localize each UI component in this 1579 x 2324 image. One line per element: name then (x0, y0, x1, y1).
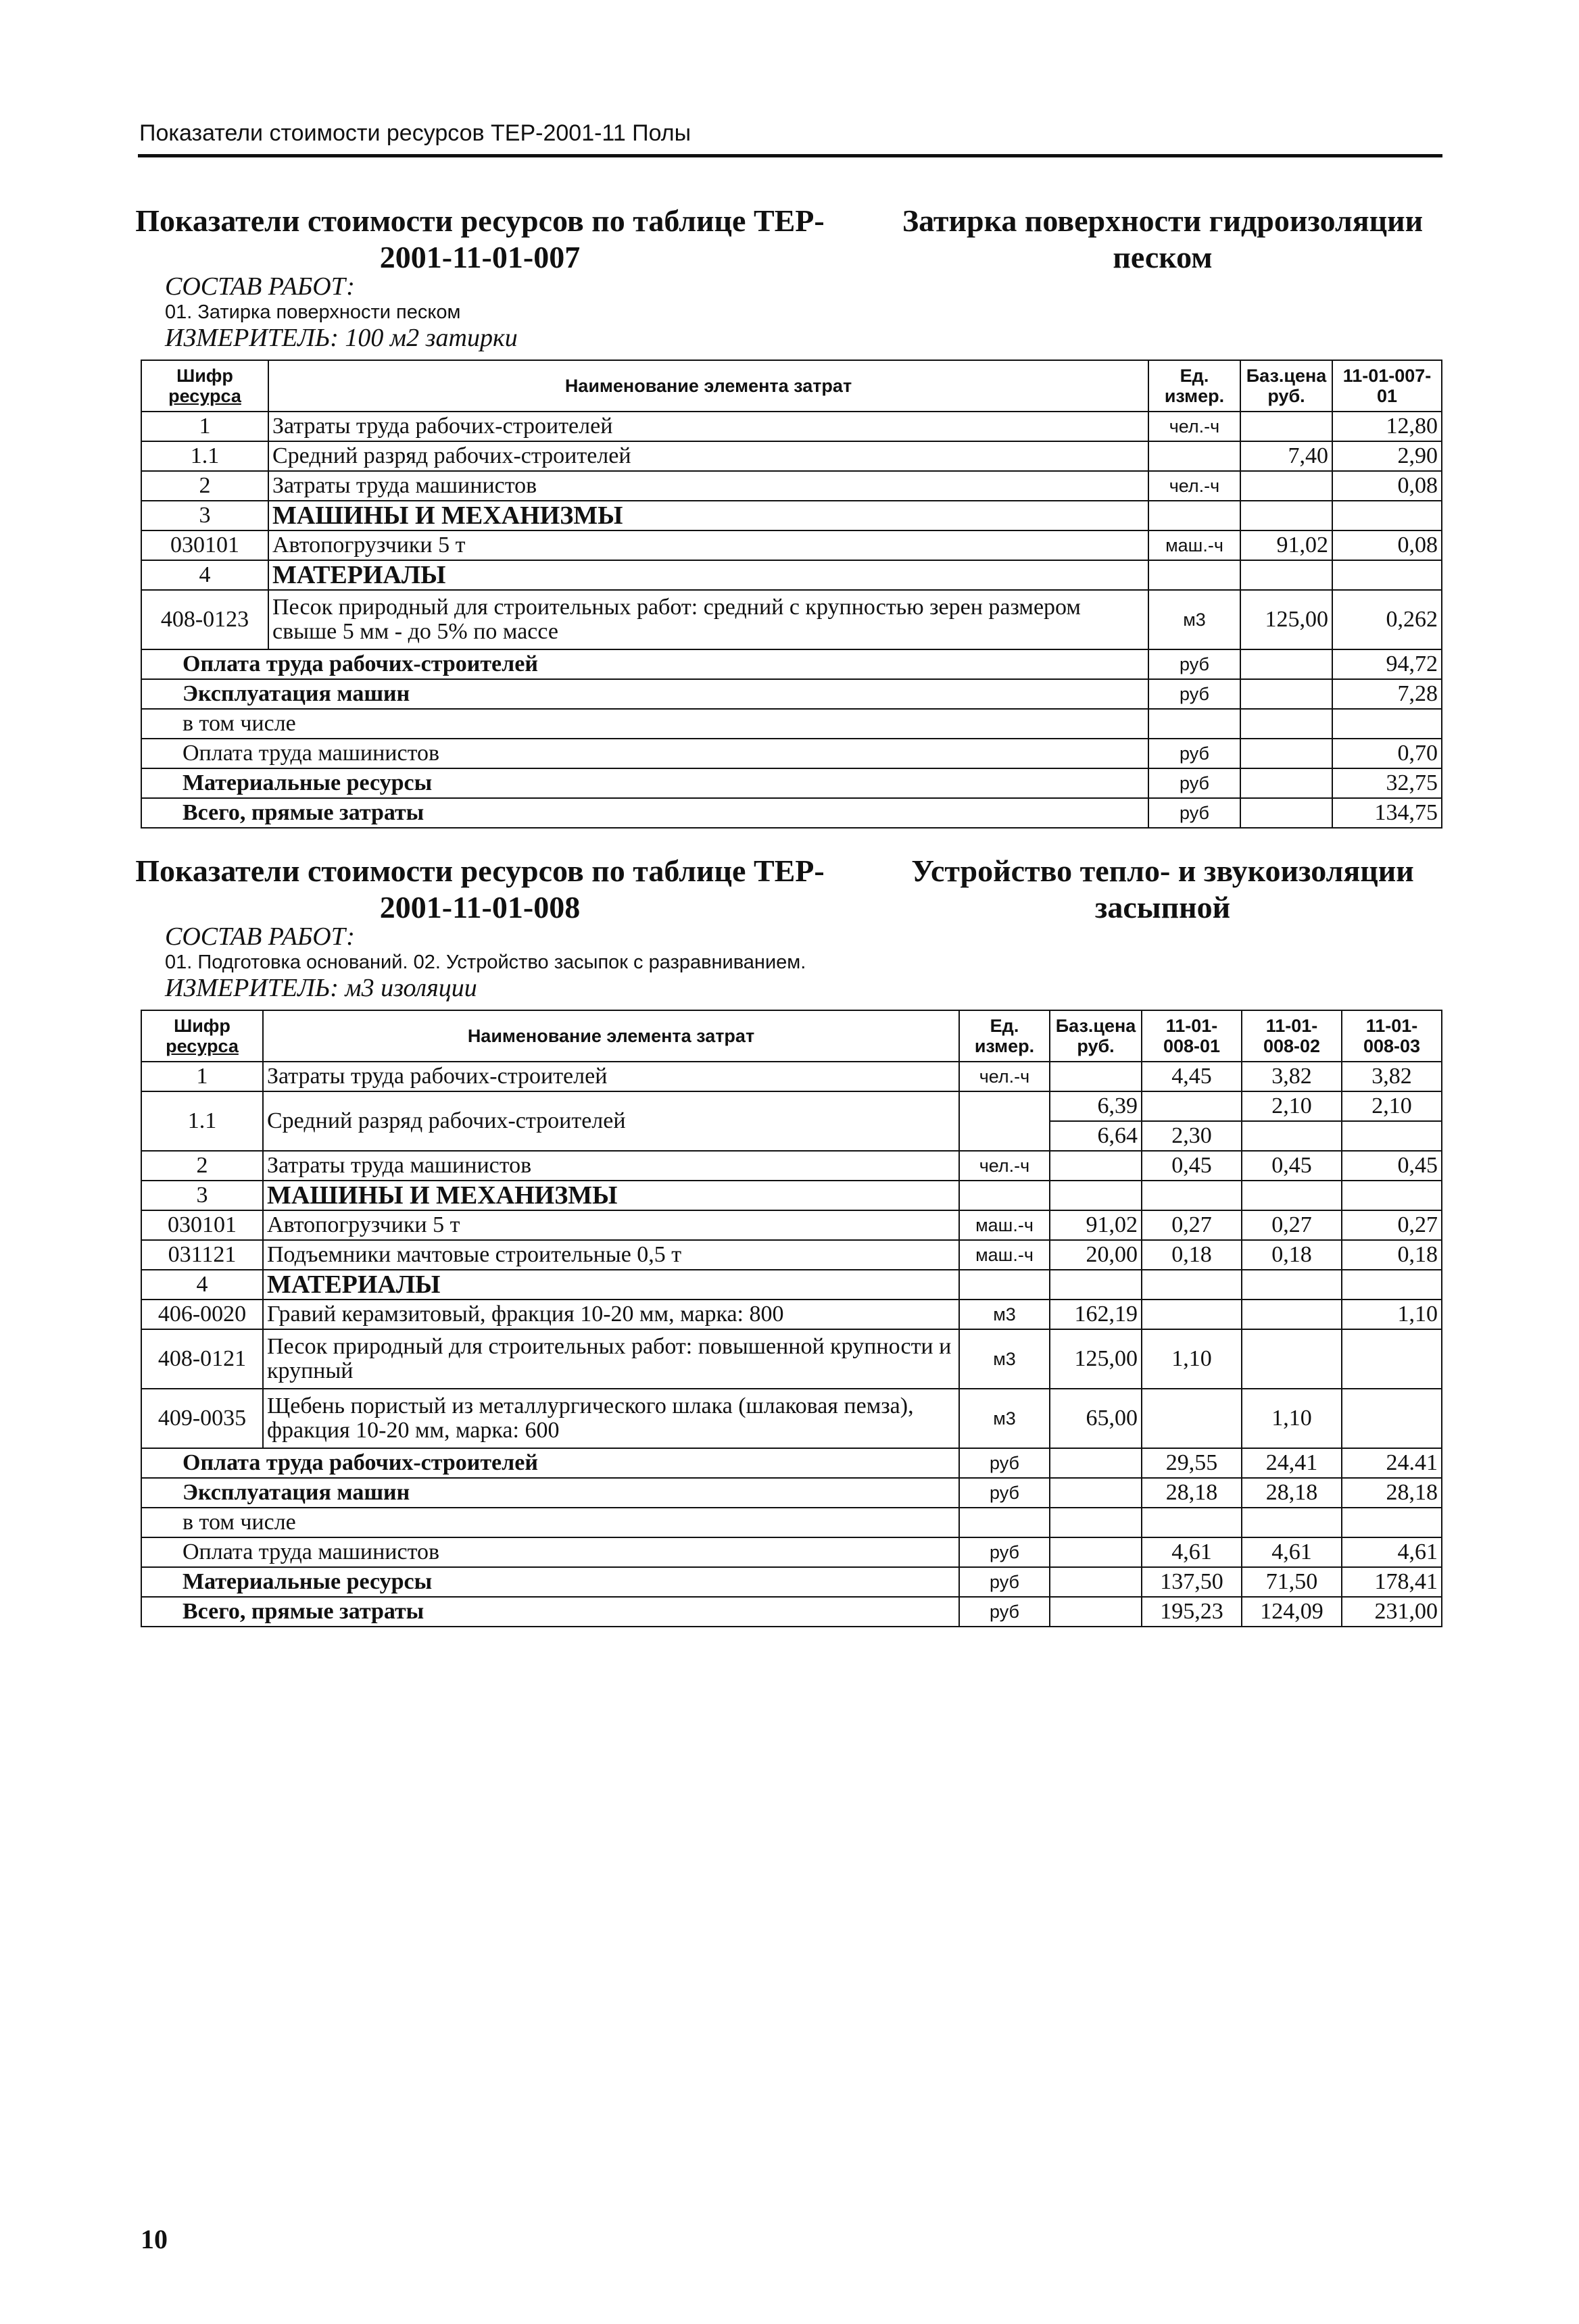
table-header-row (141, 1010, 1442, 1062)
unit-header: Ед. измер. (1148, 360, 1240, 412)
table-row: 408-0121 Песок природный для строительных работ: повышенной крупности и крупный м3 125,00 1,10 (141, 1329, 1442, 1389)
section1-title-left-line1: Показатели стоимости ресурсов по таблице ТЕР- (135, 203, 825, 238)
header-rule (138, 154, 1442, 157)
table-row: 030101 Автопогрузчики 5 т маш.-ч 91,02 0,08 (141, 530, 1442, 560)
total-row: Материальные ресурсы руб 32,75 (141, 768, 1442, 798)
table-row: 408-0123 Песок природный для строительных работ: средний с крупностью зерен размером свыше 5 мм - до 5% по массе м3 125,00 0,262 (141, 590, 1442, 649)
table-row: 1 Затраты труда рабочих-строителей чел.-ч 12,80 (141, 412, 1442, 441)
table-row: 1.1 Средний разряд рабочих-строителей 6,39 2,10 2,10 (141, 1091, 1442, 1121)
table-row: 3 МАШИНЫ И МЕХАНИЗМЫ (141, 501, 1442, 530)
section2-title-left-line2: 2001-11-01-008 (379, 890, 581, 924)
table-row: 031121 Подъемники мачтовые строительные 0,5 т маш.-ч 20,00 0,18 0,18 0,18 (141, 1240, 1442, 1270)
total-row: Оплата труда машинистов руб 4,61 4,61 4,61 (141, 1537, 1442, 1567)
table-header-row (141, 360, 1442, 412)
value-header-1: 11-01- 008-01 (1142, 1010, 1242, 1062)
table-row: 3 МАШИНЫ И МЕХАНИЗМЫ (141, 1181, 1442, 1210)
section1-title-right-line2: песком (1113, 240, 1213, 274)
running-header: Показатели стоимости ресурсов ТЕР-2001-11 Полы (139, 120, 691, 146)
value-header-2: 11-01- 008-02 (1242, 1010, 1342, 1062)
section1-measure-label: ИЗМЕРИТЕЛЬ: 100 м2 затирки (165, 324, 518, 352)
section1-table (141, 360, 1442, 829)
section1-composition-text: 01. Затирка поверхности песком (165, 301, 461, 323)
table-row: 1.1 Средний разряд рабочих-строителей 7,40 2,90 (141, 441, 1442, 471)
code-header: Шифр ресурса (141, 360, 268, 412)
section2-title-left-line1: Показатели стоимости ресурсов по таблице ТЕР- (135, 854, 825, 888)
value-header: 11-01-007- 01 (1332, 360, 1442, 412)
price-header: Баз.цена руб. (1240, 360, 1332, 412)
price-header: Баз.цена руб. (1050, 1010, 1142, 1062)
name-header: Наименование элемента затрат (268, 360, 1148, 412)
name-header: Наименование элемента затрат (263, 1010, 959, 1062)
code-header: Шифр ресурса (141, 1010, 263, 1062)
total-row: Оплата труда рабочих-строителей руб 29,55 24,41 24.41 (141, 1448, 1442, 1478)
section1-title-right (858, 203, 1467, 276)
table-row: 1 Затраты труда рабочих-строителей чел.-ч 4,45 3,82 3,82 (141, 1062, 1442, 1091)
table-row: 2 Затраты труда машинистов чел.-ч 0,08 (141, 471, 1442, 501)
section2-composition-label: СОСТАВ РАБОТ: (165, 922, 355, 951)
section1-title-left-line2: 2001-11-01-007 (379, 240, 581, 274)
total-row: Оплата труда рабочих-строителей руб 94,72 (141, 649, 1442, 679)
table-row: 6,64 2,30 (141, 1121, 1442, 1151)
section2-title-right-line1: Устройство тепло- и звукоизоляции (911, 854, 1414, 888)
total-row: Всего, прямые затраты руб 134,75 (141, 798, 1442, 828)
section2-composition-text: 01. Подготовка оснований. 02. Устройство засыпок с разравниванием. (165, 951, 806, 973)
total-row: Всего, прямые затраты руб 195,23 124,09 231,00 (141, 1597, 1442, 1627)
table-row: 4 МАТЕРИАЛЫ (141, 1270, 1442, 1300)
section1-title-right-line1: Затирка поверхности гидроизоляции (902, 203, 1424, 238)
total-row: в том числе (141, 1508, 1442, 1537)
section2-table (141, 1010, 1442, 1627)
table-row: 030101 Автопогрузчики 5 т маш.-ч 91,02 0,27 0,27 0,27 (141, 1210, 1442, 1240)
total-row: Материальные ресурсы руб 137,50 71,50 178,41 (141, 1567, 1442, 1597)
total-row: Эксплуатация машин руб 28,18 28,18 28,18 (141, 1478, 1442, 1508)
section2-title-right-line2: засыпной (1094, 890, 1231, 924)
section2-title-right (858, 853, 1467, 926)
section2-measure-label: ИЗМЕРИТЕЛЬ: м3 изоляции (165, 974, 477, 1002)
table-row: 409-0035 Щебень пористый из металлургического шлака (шлаковая пемза), фракция 10-20 мм, марка: 600 м3 65,00 1,10 (141, 1389, 1442, 1448)
table-row: 4 МАТЕРИАЛЫ (141, 560, 1442, 590)
table-row: 406-0020 Гравий керамзитовый, фракция 10-20 мм, марка: 800 м3 162,19 1,10 (141, 1300, 1442, 1329)
section1-title-left (108, 203, 852, 276)
table-row: 2 Затраты труда машинистов чел.-ч 0,45 0,45 0,45 (141, 1151, 1442, 1181)
total-row: Оплата труда машинистов руб 0,70 (141, 739, 1442, 768)
section2-title-left (108, 853, 852, 926)
total-row: в том числе (141, 709, 1442, 739)
unit-header: Ед. измер. (959, 1010, 1050, 1062)
page-number: 10 (141, 2224, 168, 2254)
value-header-3: 11-01- 008-03 (1342, 1010, 1442, 1062)
section1-composition-label: СОСТАВ РАБОТ: (165, 272, 355, 301)
total-row: Эксплуатация машин руб 7,28 (141, 679, 1442, 709)
